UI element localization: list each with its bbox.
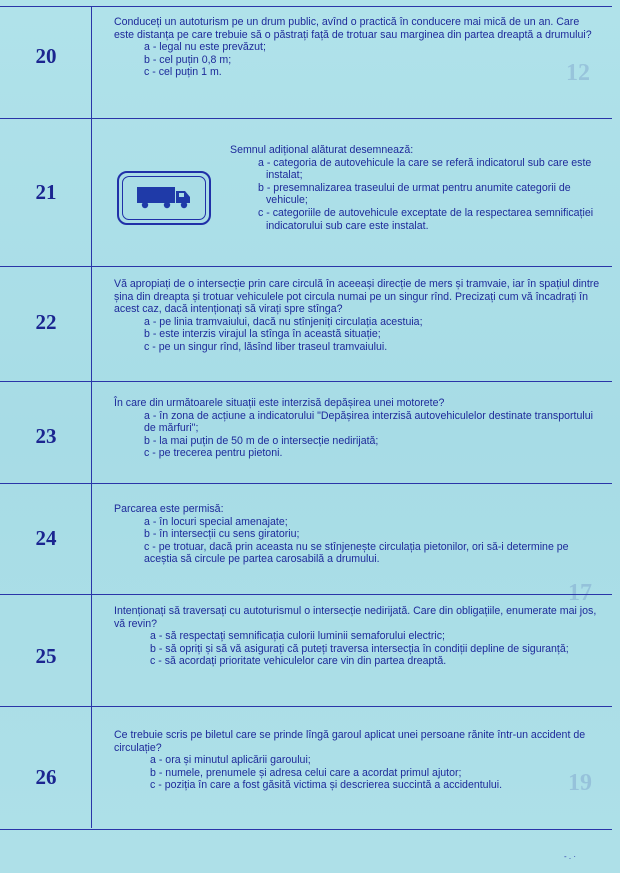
- answer-option-c: c - pe un singur rînd, lăsînd liber traseul tramvaiului.: [144, 340, 388, 353]
- question-block-26: [114, 729, 602, 792]
- question-text: Semnul adițional alăturat desemnează:: [230, 144, 414, 156]
- answer-option-b: b - în intersecții cu sens giratoriu;: [144, 528, 300, 541]
- question-block-20: [114, 16, 602, 79]
- question-number: 26: [35, 765, 57, 789]
- answer-option-a: a - pe linia tramvaiului, dacă nu stînjeniți circulația acestuia;: [144, 315, 423, 328]
- answer-option-c: c - pe trecerea pentru pietoni.: [144, 447, 283, 460]
- answer-option-c: c - să acordați prioritate vehiculelor care vin din partea dreaptă.: [150, 655, 447, 668]
- question-number: 20: [35, 44, 57, 68]
- answer-option-a: a - în zona de acțiune a indicatorului "Depășirea interzisă autovehiculelor destinate transportului de mărfuri";: [144, 409, 593, 435]
- question-block-22: [114, 278, 602, 354]
- question-block-25: [114, 605, 602, 668]
- question-number: 22: [35, 310, 57, 334]
- answer-option-c: c - cel puțin 1 m.: [144, 66, 222, 79]
- answer-option-a: a - categoria de autovehicule la care se referă indicatorul sub care este instalat;: [258, 156, 592, 182]
- question-text: În care din următoarele situații este interzisă depășirea unei motorete?: [114, 397, 445, 409]
- answer-option-b: b - numele, prenumele și adresa celui care a acordat primul ajutor;: [150, 766, 462, 779]
- question-text: Conduceți un autoturism pe un drum public, avînd o practică în conducere mai mică de un an. Care este distanța pe care trebuie să o păstrați față de trotuar sau marginea din partea dreaptă a drumului?: [114, 16, 592, 41]
- bleed-through-marks: 12: [566, 60, 590, 86]
- additional-sign-panel: [117, 171, 211, 225]
- answer-option-c: c - poziția în care a fost găsită victima și descrierea succintă a accidentului.: [150, 779, 503, 792]
- answer-option-a: a - ora și minutul aplicării garoului;: [150, 754, 311, 767]
- answer-option-b: b - este interzis virajul la stînga în această situație;: [144, 328, 381, 341]
- answer-option-b: b - presemnalizarea traseului de urmat pentru anumite categorii de vehicule;: [258, 181, 571, 207]
- question-number: 25: [35, 644, 57, 668]
- page-corner-mark: - . ·: [564, 852, 576, 861]
- answer-option-b: b - să opriți și să vă asigurați că puteți traversa intersecția în condiții depline de siguranță;: [150, 642, 569, 655]
- question-text: Parcarea este permisă:: [114, 503, 224, 515]
- answer-option-a: a - legal nu este prevăzut;: [144, 41, 266, 54]
- question-number: 23: [35, 424, 57, 448]
- answer-option-b: b - la mai puțin de 50 m de o intersecție nedirijată;: [144, 434, 379, 447]
- bleed-through-marks: 19: [568, 770, 592, 796]
- answer-option-c: c - pe trotuar, dacă prin aceasta nu se stînjenește circulația pietonilor, ori să-i determine pe aceștia să circule pe partea carosabilă a drumului.: [144, 540, 569, 566]
- answer-option-c: c - categoriile de autovehicule exceptate de la respectarea semnificației indicatorului sub care este instalat.: [258, 206, 594, 232]
- question-number: 24: [35, 526, 57, 550]
- question-text: Ce trebuie scris pe biletul care se prinde lîngă garoul aplicat unei persoane rănite într-un accident de circulație?: [114, 729, 586, 754]
- question-text: Intenționați să traversați cu autoturismul o intersecție nedirijată. Care din obligațiile, enumerate mai jos, vă revin?: [114, 605, 597, 630]
- question-number: 21: [35, 180, 57, 204]
- question-block-23: [114, 397, 602, 460]
- question-block-21: [228, 144, 596, 232]
- bleed-through-marks: 17: [568, 580, 592, 606]
- answer-option-b: b - cel puțin 0,8 m;: [144, 53, 232, 66]
- question-block-24: [114, 503, 602, 566]
- answer-option-a: a - să respectați semnificația culorii luminii semaforului electric;: [150, 630, 445, 643]
- question-text: Vă apropiați de o intersecție prin care circulă în aceeași direcție de mers și tramvaie, iar în spațiul dintre șina din dreapta și trotuar vehiculele pot circula numai pe un singur rînd. Precizați cum vă încadrați în acest caz, dacă intenționați să virați spre stînga?: [114, 278, 600, 316]
- truck-icon: [119, 173, 209, 223]
- answer-option-a: a - în locuri special amenajate;: [144, 515, 288, 528]
